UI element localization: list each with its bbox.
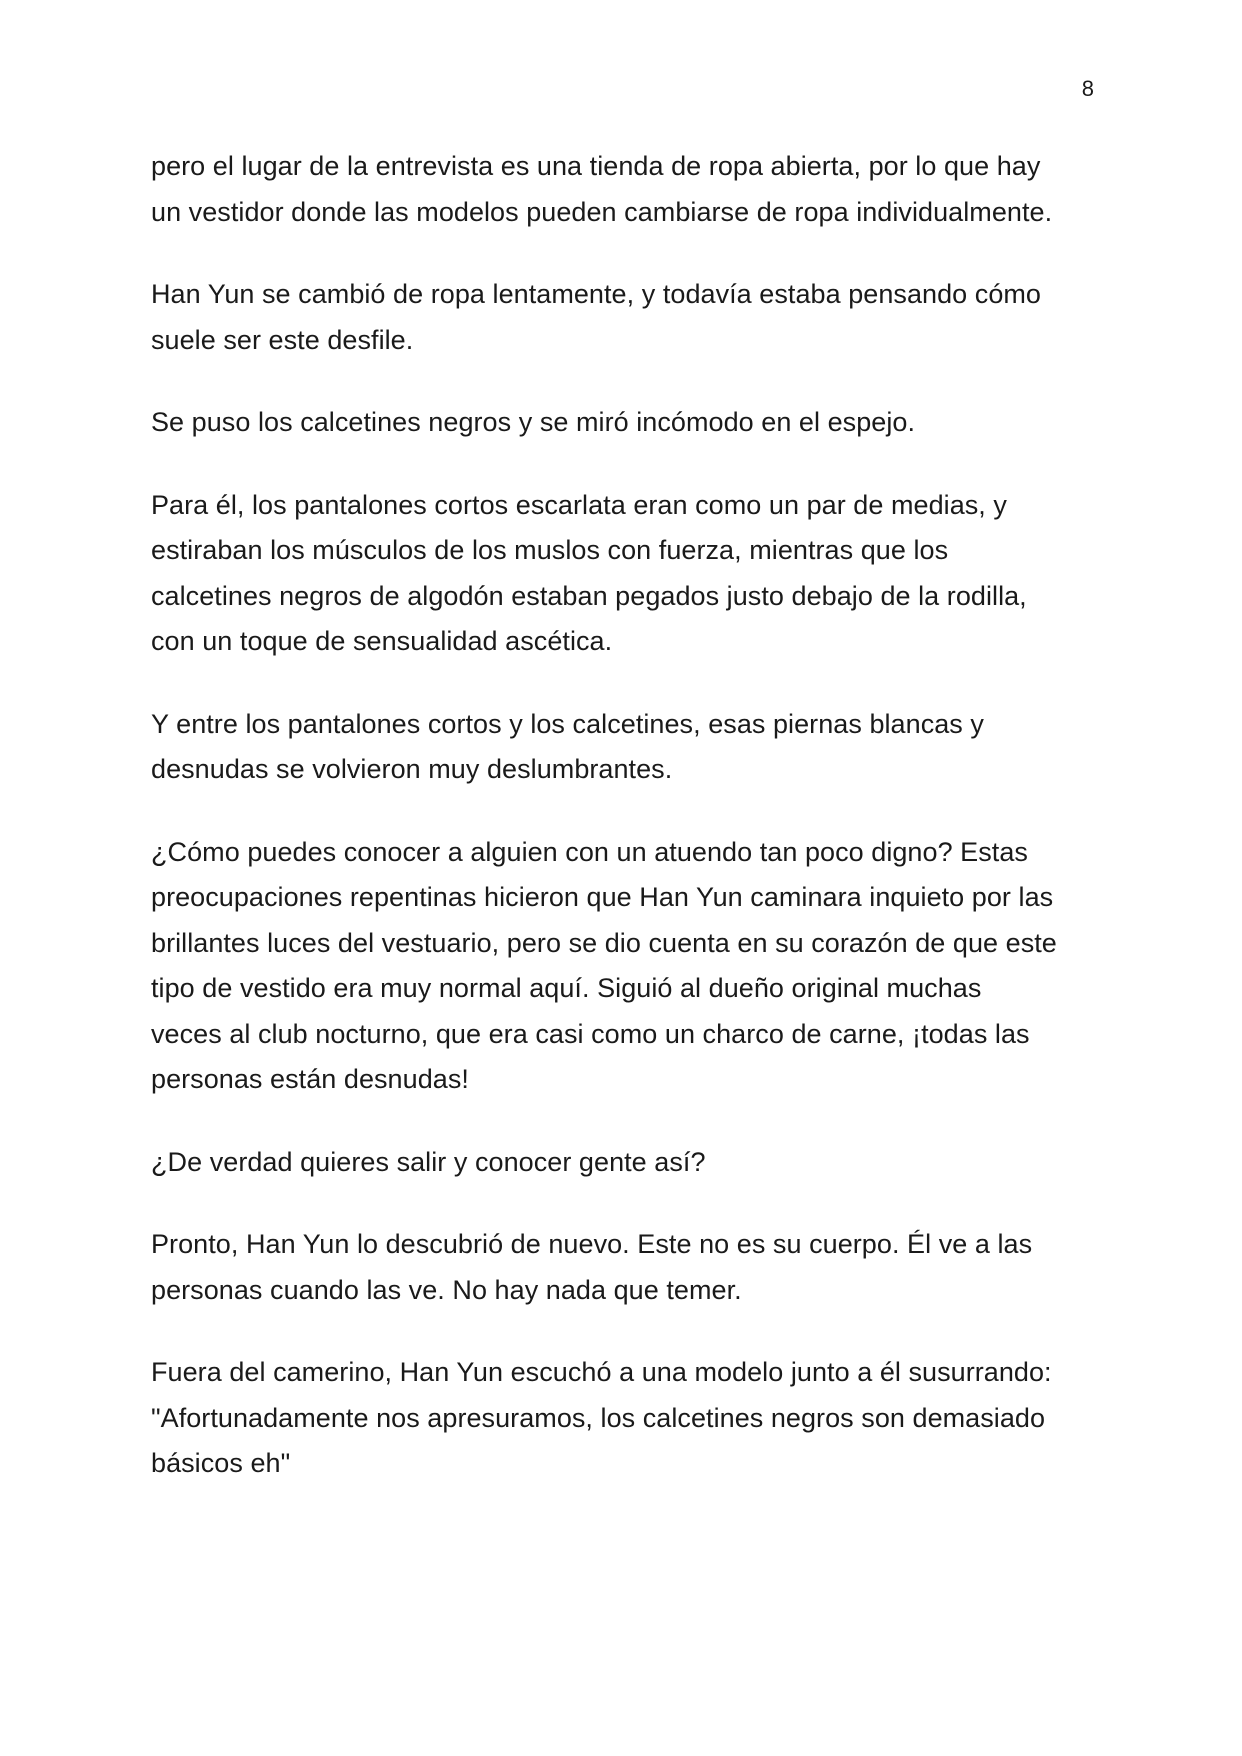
text-line: "Afortunadamente nos apresuramos, los calcetines negros son demasiado <box>151 1402 1046 1433</box>
paragraph <box>151 830 1101 1103</box>
text-line: estiraban los músculos de los muslos con fuerza, mientras que los <box>151 535 949 565</box>
text-line: suele ser este desfile. <box>151 324 414 355</box>
body-text <box>151 144 1101 1524</box>
text-line: ¿Cómo puedes conocer a alguien con un atuendo tan poco digno? Estas <box>151 836 1028 867</box>
text-line: calcetines negros de algodón estaban pegados justo debajo de la rodilla, <box>151 580 1027 611</box>
text-line: un vestidor donde las modelos pueden cambiarse de ropa individualmente. <box>151 196 1053 227</box>
text-line: Han Yun se cambió de ropa lentamente, y todavía estaba pensando cómo <box>151 279 1041 309</box>
paragraph <box>151 400 1101 446</box>
paragraph <box>151 483 1101 665</box>
paragraph <box>151 272 1101 363</box>
page-number: 8 <box>1081 76 1094 101</box>
text-line: Fuera del camerino, Han Yun escuchó a una modelo junto a él susurrando: <box>151 1357 1052 1387</box>
text-line: brillantes luces del vestuario, pero se dio cuenta en su corazón de que este <box>151 927 1057 958</box>
text-line: preocupaciones repentinas hicieron que Han Yun caminara inquieto por las <box>151 882 1054 912</box>
paragraph <box>151 1350 1101 1487</box>
paragraph <box>151 1140 1101 1186</box>
text-line: con un toque de sensualidad ascética. <box>151 626 613 656</box>
text-line: Y entre los pantalones cortos y los calcetines, esas piernas blancas y <box>151 708 984 739</box>
paragraph <box>151 702 1101 793</box>
text-line: personas están desnudas! <box>151 1064 469 1094</box>
paragraph <box>151 144 1101 235</box>
text-line: desnudas se volvieron muy deslumbrantes. <box>151 754 673 784</box>
paragraph <box>151 1222 1101 1313</box>
text-line: pero el lugar de la entrevista es una tienda de ropa abierta, por lo que hay <box>151 151 1041 181</box>
text-line: tipo de vestido era muy normal aquí. Siguió al dueño original muchas <box>151 973 982 1003</box>
text-line: Pronto, Han Yun lo descubrió de nuevo. Este no es su cuerpo. Él ve a las <box>151 1229 1033 1259</box>
text-line: veces al club nocturno, que era casi como un charco de carne, ¡todas las <box>151 1018 1030 1049</box>
text-line: Para él, los pantalones cortos escarlata eran como un par de medias, y <box>151 489 1007 520</box>
text-line: Se puso los calcetines negros y se miró incómodo en el espejo. <box>151 407 916 437</box>
text-line: personas cuando las ve. No hay nada que temer. <box>151 1274 742 1305</box>
text-line: básicos eh" <box>151 1448 291 1478</box>
text-line: ¿De verdad quieres salir y conocer gente así? <box>151 1146 706 1177</box>
